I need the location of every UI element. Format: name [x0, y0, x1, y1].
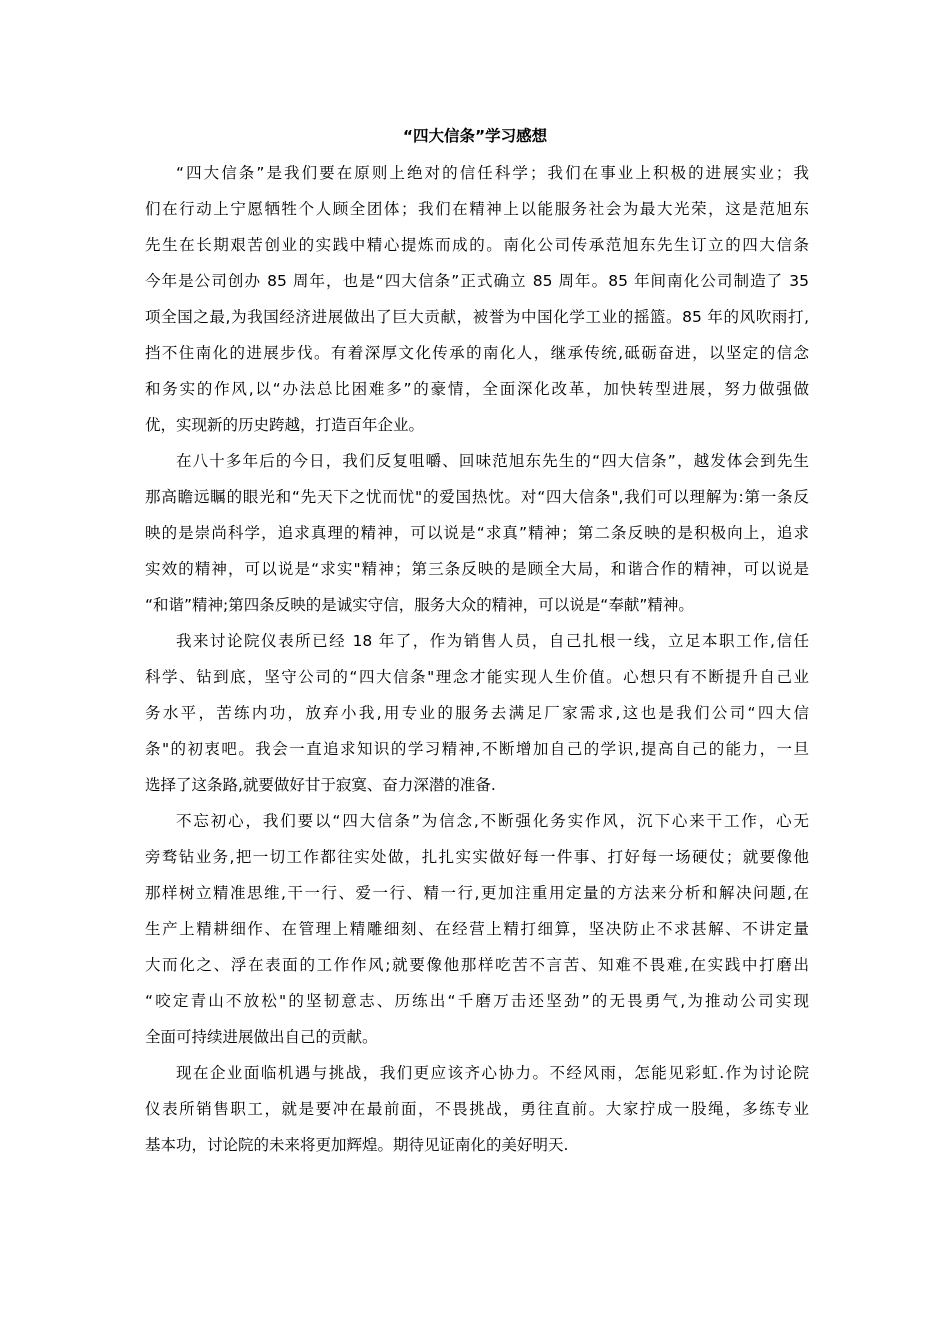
paragraph-line: 生产上精耕细作、在管理上精雕细刻、在经营上精打细算，坚决防止不求甚解、不讲定量 [145, 920, 809, 938]
paragraph-line: 和务实的作风,以“办法总比困难多”的豪情，全面深化改革，加快转型进展，努力做强做 [145, 380, 809, 398]
paragraph-1 [145, 155, 809, 443]
document-title: “四大信条”学习感想 [402, 127, 548, 145]
paragraph-line: 不忘初心，我们要以“四大信条”为信念,不断强化务实作风，沉下心来干工作，心无 [176, 812, 809, 830]
paragraph-line: 在八十多年后的今日，我们反复咀嚼、回味范旭东先生的“四大信条”，越发体会到先生 [176, 452, 809, 470]
paragraph-line: 大而化之、浮在表面的工作作风;就要像他那样吃苦不言苦、知难不畏难,在实践中打磨出 [145, 956, 809, 974]
paragraph-line: 们在行动上宁愿牺牲个人顾全团体；我们在精神上以能服务社会为最大光荣，这是范旭东 [145, 200, 809, 218]
paragraph-line: 映的是崇尚科学，追求真理的精神，可以说是“求真”精神；第二条反映的是积极向上，追求 [145, 524, 809, 542]
paragraph-line: 务水平，苦练内功，放弃小我,用专业的服务去满足厂家需求,这也是我们公司“四大信 [145, 704, 809, 722]
paragraph-line: 旁骛钻业务,把一切工作都往实处做，扎扎实实做好每一件事、打好每一场硬仗；就要像他 [145, 848, 809, 866]
document-body [145, 155, 809, 1163]
paragraph-line: 现在企业面临机遇与挑战，我们更应该齐心协力。不经风雨，怎能见彩虹.作为讨论院 [176, 1064, 809, 1082]
paragraph-line: “和谐”精神;第四条反映的是诚实守信，服务大众的精神，可以说是“奉献”精神。 [145, 596, 694, 614]
paragraph-line: “四大信条”是我们要在原则上绝对的信任科学；我们在事业上积极的进展实业；我 [176, 164, 809, 182]
paragraph-line: 仪表所销售职工，就是要冲在最前面，不畏挑战，勇往直前。大家拧成一股绳，多练专业 [145, 1100, 809, 1118]
paragraph-line: 实效的精神，可以说是“求实"精神；第三条反映的是顾全大局，和谐合作的精神，可以说是 [145, 560, 809, 578]
paragraph-line: 科学、钻到底，坚守公司的“四大信条"理念才能实现人生价值。心想只有不断提升自己业 [145, 668, 809, 686]
paragraph-line: 项全国之最,为我国经济进展做出了巨大贡献，被誉为中国化学工业的摇篮。85 年的风吹雨打, [145, 308, 809, 326]
paragraph-line: 选择了这条路,就要做好甘于寂寞、奋力深潜的准备. [145, 776, 496, 794]
paragraph-line: 先生在长期艰苦创业的实践中精心提炼而成的。南化公司传承范旭东先生订立的四大信条 [145, 236, 809, 254]
paragraph-line: 今年是公司创办 85 周年，也是“四大信条”正式确立 85 周年。85 年间南化公司制造了 35 [145, 272, 809, 290]
paragraph-line: 挡不住南化的进展步伐。有着深厚文化传承的南化人，继承传统,砥砺奋进，以坚定的信念 [145, 344, 809, 362]
paragraph-line: “咬定青山不放松"的坚韧意志、历练出“千磨万击还坚劲”的无畏勇气,为推动公司实现 [145, 992, 809, 1010]
paragraph-line: 我来讨论院仪表所已经 18 年了，作为销售人员，自己扎根一线，立足本职工作,信任 [176, 632, 809, 650]
paragraph-line: 那样树立精准思维,干一行、爱一行、精一行,更加注重用定量的方法来分析和解决问题,在 [145, 884, 809, 902]
paragraph-2 [145, 443, 809, 623]
paragraph-line: 条"的初衷吧。我会一直追求知识的学习精神,不断增加自己的学识,提高自己的能力，一旦 [145, 740, 809, 758]
paragraph-line: 优，实现新的历史跨越，打造百年企业。 [145, 416, 425, 434]
paragraph-4 [145, 803, 809, 1055]
paragraph-line: 全面可持续进展做出自己的贡献。 [145, 1028, 378, 1046]
paragraph-5 [145, 1055, 809, 1163]
paragraph-line: 基本功，讨论院的未来将更加辉煌。期待见证南化的美好明天. [145, 1136, 569, 1154]
paragraph-line: 那高瞻远瞩的眼光和“先天下之忧而忧"的爱国热忱。对“四大信条",我们可以理解为:第一条反 [145, 488, 809, 506]
paragraph-3 [145, 623, 809, 803]
